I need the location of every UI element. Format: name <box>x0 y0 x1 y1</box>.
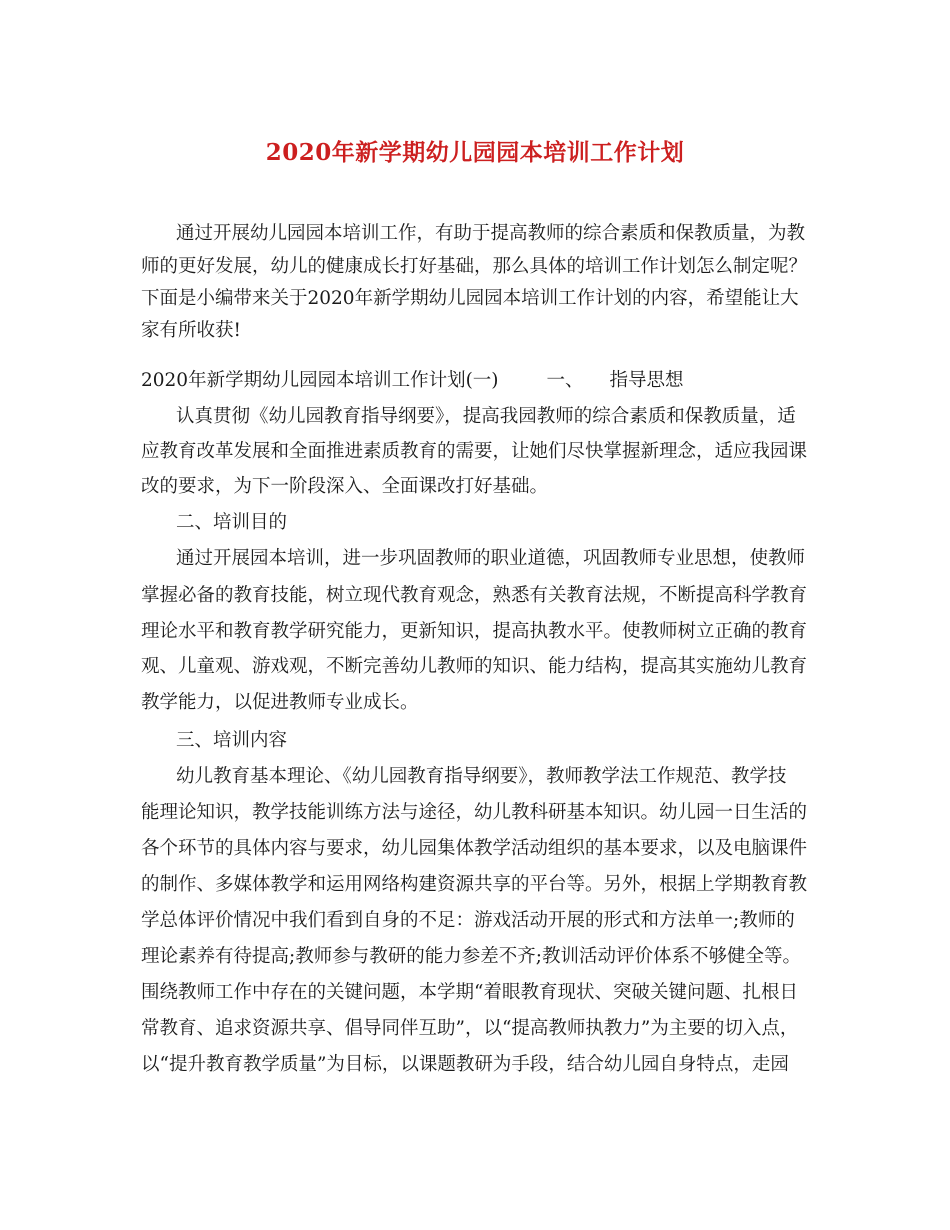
plan-subtitle: 2020年新学期幼儿园园本培训工作计划(一) <box>141 370 499 391</box>
section-heading: 指导思想 <box>609 370 684 391</box>
heading-line <box>141 369 684 393</box>
text-line: 改的要求，为下一阶段深入、全面课改打好基础。 <box>141 476 549 497</box>
text-line: 理论水平和教育教学研究能力，更新知识，提高执教水平。使教师树立正确的教育 <box>141 621 808 642</box>
text-line: 各个环节的具体内容与要求，幼儿园集体教学活动组织的基本要求，以及电脑课件 <box>141 838 808 859</box>
text-line: 家有所收获! <box>141 320 241 341</box>
text-line: 应教育改革发展和全面推进素质教育的需要，让她们尽快掌握新理念，适应我园课 <box>141 441 808 462</box>
section-number: 一、 <box>546 370 584 391</box>
text-line: 下面是小编带来关于2020年新学期幼儿园园本培训工作计划的内容，希望能让大 <box>141 288 799 309</box>
text-line: 师的更好发展，幼儿的健康成长打好基础，那么具体的培训工作计划怎么制定呢？ <box>141 256 808 277</box>
text-line: 幼儿教育基本理论、《幼儿园教育指导纲要》，教师教学法工作规范、教学技 <box>176 766 787 787</box>
section-heading: 二、培训目的 <box>176 512 288 533</box>
text-line: 教学能力，以促进教师专业成长。 <box>141 692 419 713</box>
text-line: 通过开展幼儿园园本培训工作，有助于提高教师的综合素质和保教质量，为教 <box>176 223 806 244</box>
text-line: 以“提升教育教学质量”为目标，以课题教研为手段，结合幼儿园自身特点，走园 <box>141 1054 789 1075</box>
text-line: 观、儿童观、游戏观，不断完善幼儿教师的知识、能力结构，提高其实施幼儿教育 <box>141 656 808 677</box>
section-heading: 三、培训内容 <box>176 730 288 751</box>
text-line: 理论素养有待提高;教师参与教研的能力参差不齐;教训活动评价体系不够健全等。 <box>141 946 801 967</box>
text-line: 常教育、追求资源共享、倡导同伴互助”，以“提高教师执教力”为主要的切入点， <box>141 1018 799 1039</box>
document-title: 2020年新学期幼儿园园本培训工作计划 <box>265 139 685 166</box>
text-line: 认真贯彻《幼儿园教育指导纲要》，提高我园教师的综合素质和保教质量，适 <box>176 406 796 427</box>
text-line: 学总体评价情况中我们看到自身的不足：游戏活动开展的形式和方法单一;教师的 <box>141 910 795 931</box>
text-line: 围绕教师工作中存在的关键问题，本学期“着眼教育现状、突破关键问题、扎根日 <box>141 982 798 1003</box>
text-line: 能理论知识，教学技能训练方法与途径，幼儿教科研基本知识。幼儿园一日生活的 <box>141 802 808 823</box>
text-line: 通过开展园本培训，进一步巩固教师的职业道德，巩固教师专业思想，使教师 <box>176 548 806 569</box>
text-line: 的制作、多媒体教学和运用网络构建资源共享的平台等。另外，根据上学期教育教 <box>141 874 808 895</box>
text-line: 掌握必备的教育技能，树立现代教育观念，熟悉有关教育法规，不断提高科学教育 <box>141 585 808 606</box>
